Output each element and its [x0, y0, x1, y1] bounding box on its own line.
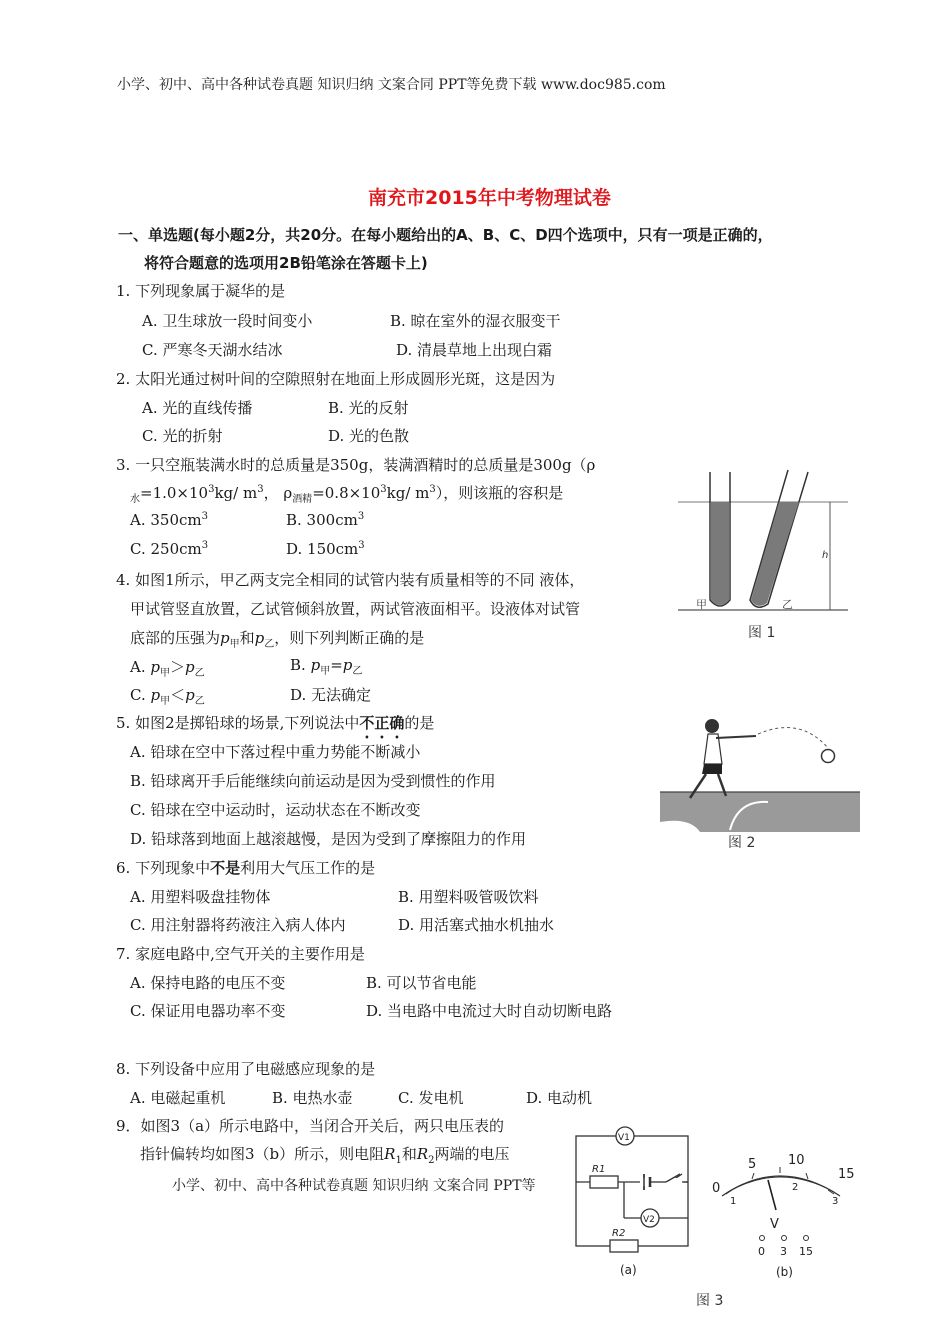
q7-stem: 7. 家庭电路中,空气开关的主要作用是 — [116, 945, 365, 963]
trajectory — [758, 728, 828, 748]
r2-label: R2 — [612, 1228, 626, 1239]
q6-option-b: B. 用塑料吸管吸饮料 — [398, 888, 539, 906]
v1-label: V1 — [618, 1133, 630, 1143]
q8-option-b: B. 电热水壶 — [272, 1089, 353, 1107]
q7-option-a: A. 保持电路的电压不变 — [130, 974, 286, 992]
q4-option-b: B. $p_甲=p_乙$ — [290, 656, 363, 677]
q4-option-d: D. 无法确定 — [290, 686, 372, 704]
terminal-15: 15 — [799, 1245, 813, 1258]
q5-option-c: C. 铅球在空中运动时，运动状态在不断改变 — [130, 801, 421, 819]
q8-stem: 8. 下列设备中应用了电磁感应现象的是 — [116, 1060, 376, 1078]
q1-option-d: D. 清晨草地上出现白霜 — [396, 341, 553, 359]
q8-option-a: A. 电磁起重机 — [130, 1089, 226, 1107]
q5-stem: 5. 如图2是掷铅球的场景,下列说法中不正确的是 — [116, 714, 435, 732]
athlete-arm — [716, 736, 756, 738]
resistor-r1 — [590, 1176, 618, 1188]
q3-option-b: B. $300cm^3$ — [286, 511, 365, 529]
unit-v: V — [770, 1217, 779, 1232]
athlete-shorts — [702, 764, 722, 774]
terminal-3: 3 — [780, 1245, 787, 1258]
tick-0: 0 — [712, 1181, 721, 1196]
q5-option-d: D. 铅球落到地面上越滚越慢，是因为受到了摩擦阻力的作用 — [130, 830, 527, 848]
q7-option-d: D. 当电路中电流过大时自动切断电路 — [366, 1002, 613, 1020]
liquid-jia — [711, 502, 729, 605]
terminal-0: 0 — [758, 1245, 765, 1258]
jia-label: 甲 — [696, 598, 707, 611]
q2-option-b: B. 光的反射 — [328, 399, 409, 417]
q6-stem: 6. 下列现象中不是利用大气压工作的是 — [116, 859, 376, 877]
q1-option-c: C. 严寒冬天湖水结冰 — [142, 341, 283, 359]
tick-15: 15 — [838, 1167, 855, 1182]
section-instruction-line1: 一、单选题(每小题2分，共20分。在每小题给出的A、B、C、D四个选项中，只有一项是正确的， — [118, 226, 773, 244]
figure-2-shot-put — [660, 712, 860, 832]
section-instruction-line2: 将符合题意的选项用2B铅笔涂在答题卡上) — [144, 254, 428, 272]
q9-stem-line2: 指针偏转均如图3（b）所示，则电阻$R_1$和$R_2$两端的电压 — [140, 1145, 510, 1166]
figure-2-caption: 图 2 — [728, 835, 756, 851]
v2-label: V2 — [643, 1215, 655, 1225]
q4-option-c: C. $p_甲<p_乙$ — [130, 686, 205, 707]
q3-option-d: D. $150cm^3$ — [286, 540, 365, 558]
shot-ball — [822, 750, 835, 763]
q1-stem: 1. 下列现象属于凝华的是 — [116, 282, 286, 300]
q6-option-d: D. 用活塞式抽水机抽水 — [398, 916, 555, 934]
q4-option-a: A. $p_甲>p_乙$ — [130, 658, 205, 679]
q8-option-d: D. 电动机 — [526, 1089, 593, 1107]
q4-stem-line1: 4. 如图1所示，甲乙两支完全相同的试管内装有质量相等的不同 液体， — [116, 571, 585, 589]
athlete-head — [705, 719, 719, 733]
tick-s3: 3 — [832, 1196, 839, 1207]
fig3b-label: (b) — [776, 1265, 793, 1279]
figure-1-caption: 图 1 — [748, 625, 776, 641]
q9-stem-line1: 9．如图3（a）所示电路中，当闭合开关后，两只电压表的 — [116, 1117, 505, 1135]
q7-option-b: B. 可以节省电能 — [366, 974, 477, 992]
q5-option-b: B. 铅球离开手后能继续向前运动是因为受到惯性的作用 — [130, 772, 496, 790]
q3-stem-line1: 3. 一只空瓶装满水时的总质量是350g，装满酒精时的总质量是300g（ρ — [116, 456, 596, 474]
tick-5: 5 — [748, 1157, 757, 1172]
q1-option-a: A. 卫生球放一段时间变小 — [142, 312, 313, 330]
q8-option-c: C. 发电机 — [398, 1089, 464, 1107]
resistor-r2 — [610, 1240, 638, 1252]
yi-label: 乙 — [782, 598, 793, 611]
q2-option-a: A. 光的直线传播 — [142, 399, 253, 417]
tick-s2: 2 — [792, 1182, 799, 1193]
figure-3b-voltmeter-dial — [708, 1148, 858, 1282]
dial-needle — [768, 1180, 776, 1210]
liquid-yi — [751, 502, 799, 606]
q5-option-a: A. 铅球在空中下落过程中重力势能不断减小 — [130, 743, 421, 761]
page-footer: 小学、初中、高中各种试卷真题 知识归纳 文案合同 PPT等 — [172, 1178, 536, 1194]
h-label: h — [822, 550, 829, 561]
q2-stem: 2. 太阳光通过树叶间的空隙照射在地面上形成圆形光斑，这是因为 — [116, 370, 556, 388]
q7-option-c: C. 保证用电器功率不变 — [130, 1002, 286, 1020]
figure-1-test-tubes — [668, 462, 858, 642]
q3-option-c: C. $250cm^3$ — [130, 540, 209, 558]
r1-label: R1 — [592, 1164, 606, 1175]
q2-option-d: D. 光的色散 — [328, 427, 410, 445]
q6-option-a: A. 用塑料吸盘挂物体 — [130, 888, 271, 906]
q3-stem-line2: $_水=1.0\times 10^3kg/$ $m^3$， $\rho_{酒精}=0.8\times 10^3kg/$ $m^3$），则该瓶的容积是 — [130, 484, 564, 505]
q4-stem-line2: 甲试管竖直放置，乙试管倾斜放置，两试管液面相平。设液体对试管 — [130, 600, 581, 618]
page-title: 南充市2015年中考物理试卷 — [368, 187, 611, 209]
q6-option-c: C. 用注射器将药液注入病人体内 — [130, 916, 346, 934]
q2-option-c: C. 光的折射 — [142, 427, 223, 445]
q4-stem-line3: 底部的压强为$p_甲$和$p_乙$，则下列判断正确的是 — [130, 629, 425, 650]
figure-3-caption: 图 3 — [696, 1293, 724, 1309]
figure-3a-circuit — [570, 1122, 700, 1282]
page-header: 小学、初中、高中各种试卷真题 知识归纳 文案合同 PPT等免费下载 www.doc985.com — [117, 77, 666, 93]
fig3a-label: (a) — [620, 1263, 637, 1277]
tick-10: 10 — [788, 1153, 805, 1168]
tick-s1: 1 — [730, 1196, 737, 1207]
q1-option-b: B. 晾在室外的湿衣服变干 — [390, 312, 561, 330]
q3-option-a: A. $350cm^3$ — [130, 511, 208, 529]
